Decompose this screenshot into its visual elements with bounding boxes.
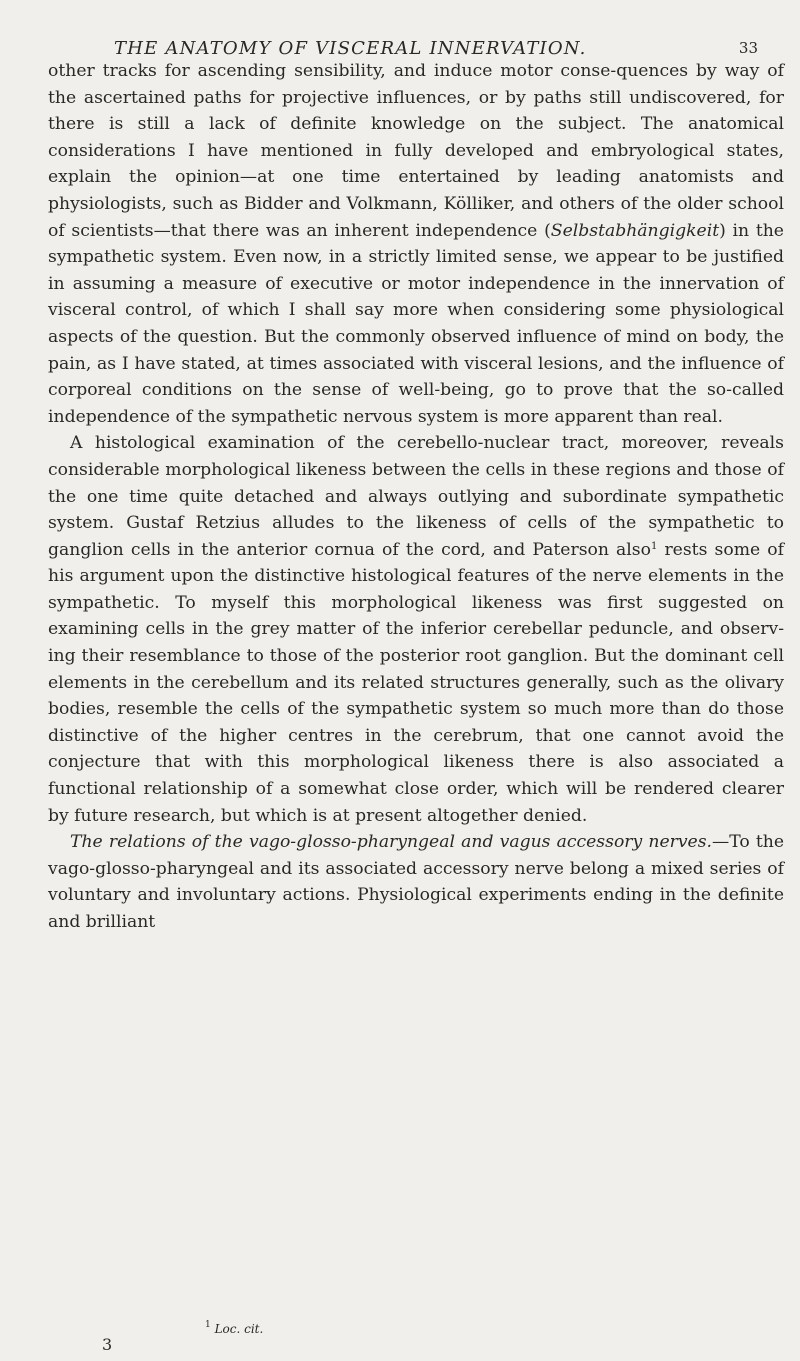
footnote-text: Loc. cit. [214,1322,264,1336]
paragraph-2-tail: rests some of his argument upon the distinctive histological features of the nerve elements in the sympathetic. To myself this morphological likeness was first suggested on examining cells in the grey matter of the inferior cerebellar peduncle, and observ-ing their resemblance to those of the posterior root ganglion. But the dominant cell elements in the cerebellum and its related structures generally, such as the olivary bodies, resemble the cells of the sympathetic system so much more than do those distinctive of the higher centres in the cerebrum, that one cannot avoid the conjecture that with this morphological likeness there is also associated a functional relationship of a somewhat close order, which will be rendered clearer by future research, but which is at present altogether denied. [48,539,784,826]
paragraph-2-text: A histological examination of the cerebello-nuclear tract, moreover, reveals considerable morphological likeness between the cells in these regions and those of the one time quite detached and always outlying and subordinate sympathetic system. Gustaf Retzius alludes to the likeness of cells of the sympathetic to ganglion cells in the anterior cornua of the cord, and Paterson also [48,433,784,560]
paragraph-1-italic-term: Selbstabhängigkeit [550,220,720,241]
section-heading-italic: The relations of the vago-glosso-pharyngeal and vagus accessory nerves. [70,832,713,853]
paragraph-1 [48,58,784,430]
page-header [48,0,784,59]
paragraph-1-tail: ) in the sympathetic system. Even now, in a strictly limited sense, we appear to be justified in assuming a measure of executive or motor independence in the innervation of visceral control, of which I shall say more when considering some physiological aspects of the question. But the commonly observed influence of mind on body, the pain, as I have stated, at times associated with visceral lesions, and the influence of corporeal conditions on the sense of well-being, go to prove that the so-called independence of the sympathetic nervous system is more apparent than real. [48,220,784,427]
page-number: 33 [738,39,758,57]
page-footer [48,1322,784,1358]
footnote-reference: 1 [650,540,658,552]
paragraph-1-text: other tracks for ascending sensibility, and induce motor conse-quences by way of the ascertained paths for projective influences, or by paths still undiscovered, for there is still a lack of definite knowledge on the subject. The anatomical considerations I have mentioned in fully developed and embryological states, explain the opinion—at one time entertained by leading anatomists and physiologists, such as Bidder and Volkmann, Kölliker, and others of the older school of scientists—that there was an inherent independence ( [48,61,784,241]
footnote [205,1322,263,1336]
paragraph-3-text: —To the vago-glosso-pharyngeal and its associated accessory nerve belong a mixed series of voluntary and involuntary actions. Physiological experiments ending in the definite and brilliant [48,832,784,932]
paragraph-2 [48,430,784,829]
book-page [48,0,784,1354]
signature-mark: 3 [102,1335,113,1354]
paragraph-3 [48,829,784,935]
body-text [48,58,784,936]
running-head: THE ANATOMY OF VISCERAL INNERVATION. [114,38,587,59]
footnote-marker: 1 [205,1320,211,1330]
